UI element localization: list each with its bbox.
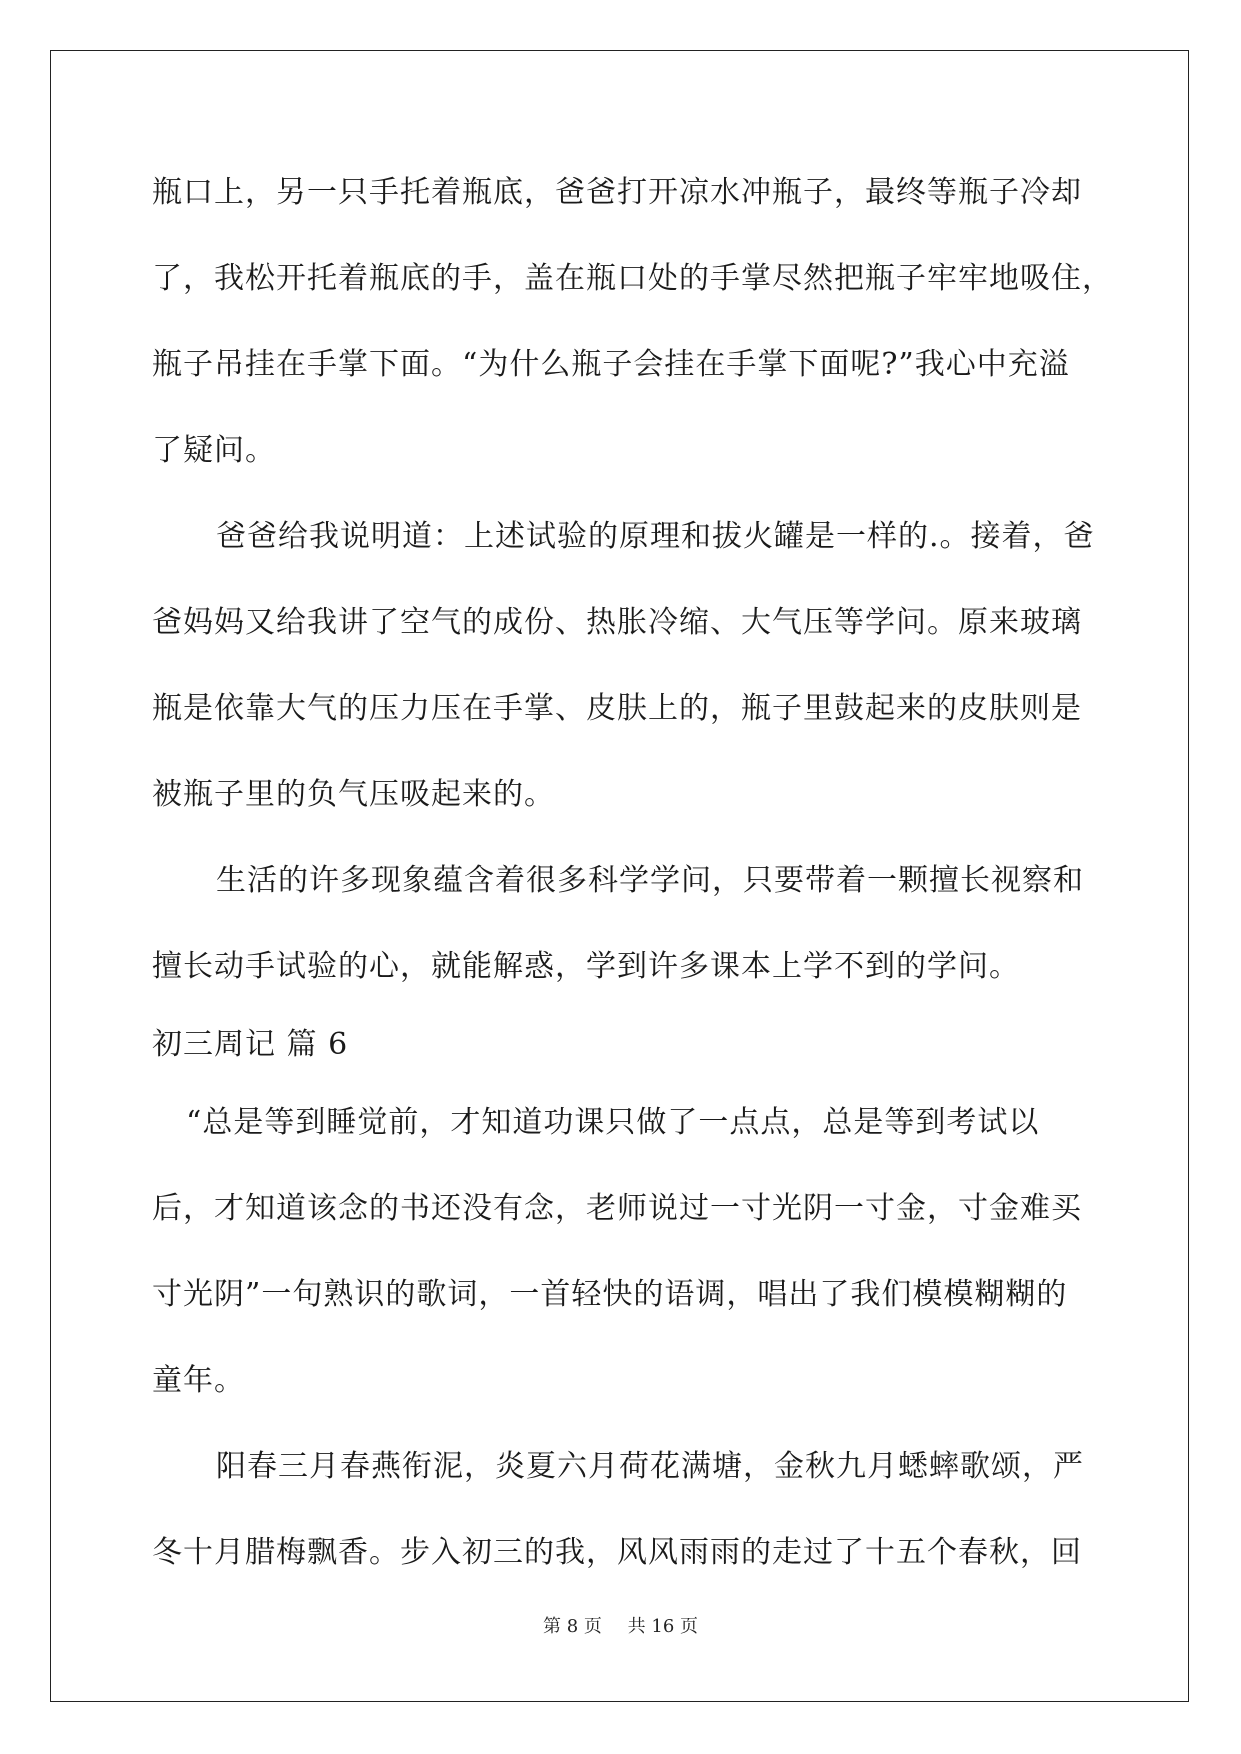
document-body — [152, 162, 1113, 1608]
text-line: 童年。 — [152, 1363, 245, 1398]
text-line: 寸光阴”一句熟识的歌词，一首轻快的语调，唱出了我们模模糊糊的 — [152, 1277, 1068, 1312]
page-number: 第 8 页 — [543, 1616, 602, 1637]
page-total: 共 16 页 — [627, 1616, 698, 1637]
text-line: 瓶口上，另一只手托着瓶底，爸爸打开凉水冲瓶子，最终等瓶子冷却 — [152, 175, 1082, 210]
text-line: 阳春三月春燕衔泥，炎夏六月荷花满塘，金秋九月蟋蟀歌颂，严 — [216, 1449, 1084, 1484]
text-line: 擅长动手试验的心，就能解惑，学到许多课本上学不到的学问。 — [152, 949, 1020, 984]
text-line: 爸妈妈又给我讲了空气的成份、热胀冷缩、大气压等学问。原来玻璃 — [152, 605, 1082, 640]
text-line: 生活的许多现象蕴含着很多科学学问，只要带着一颗擅长视察和 — [216, 863, 1084, 898]
section-heading: 初三周记 篇 6 — [152, 1027, 349, 1062]
text-line: 爸爸给我说明道：上述试验的原理和拔火罐是一样的.。接着，爸 — [216, 519, 1095, 554]
text-line: “总是等到睡觉前，才知道功课只做了一点点，总是等到考试以 — [186, 1105, 1040, 1140]
text-line: 瓶是依靠大气的压力压在手掌、皮肤上的，瓶子里鼓起来的皮肤则是 — [152, 691, 1082, 726]
text-line: 了，我松开托着瓶底的手，盖在瓶口处的手掌尽然把瓶子牢牢地吸住， — [152, 261, 1113, 296]
text-line: 被瓶子里的负气压吸起来的。 — [152, 777, 555, 812]
page-footer — [0, 1612, 1241, 1638]
text-line: 后，才知道该念的书还没有念，老师说过一寸光阴一寸金，寸金难买 — [152, 1191, 1082, 1226]
text-line: 瓶子吊挂在手掌下面。“为什么瓶子会挂在手掌下面呢?”我心中充溢 — [152, 347, 1070, 382]
text-line: 冬十月腊梅飘香。步入初三的我，风风雨雨的走过了十五个春秋，回 — [152, 1535, 1082, 1570]
text-line: 了疑问。 — [152, 433, 276, 468]
